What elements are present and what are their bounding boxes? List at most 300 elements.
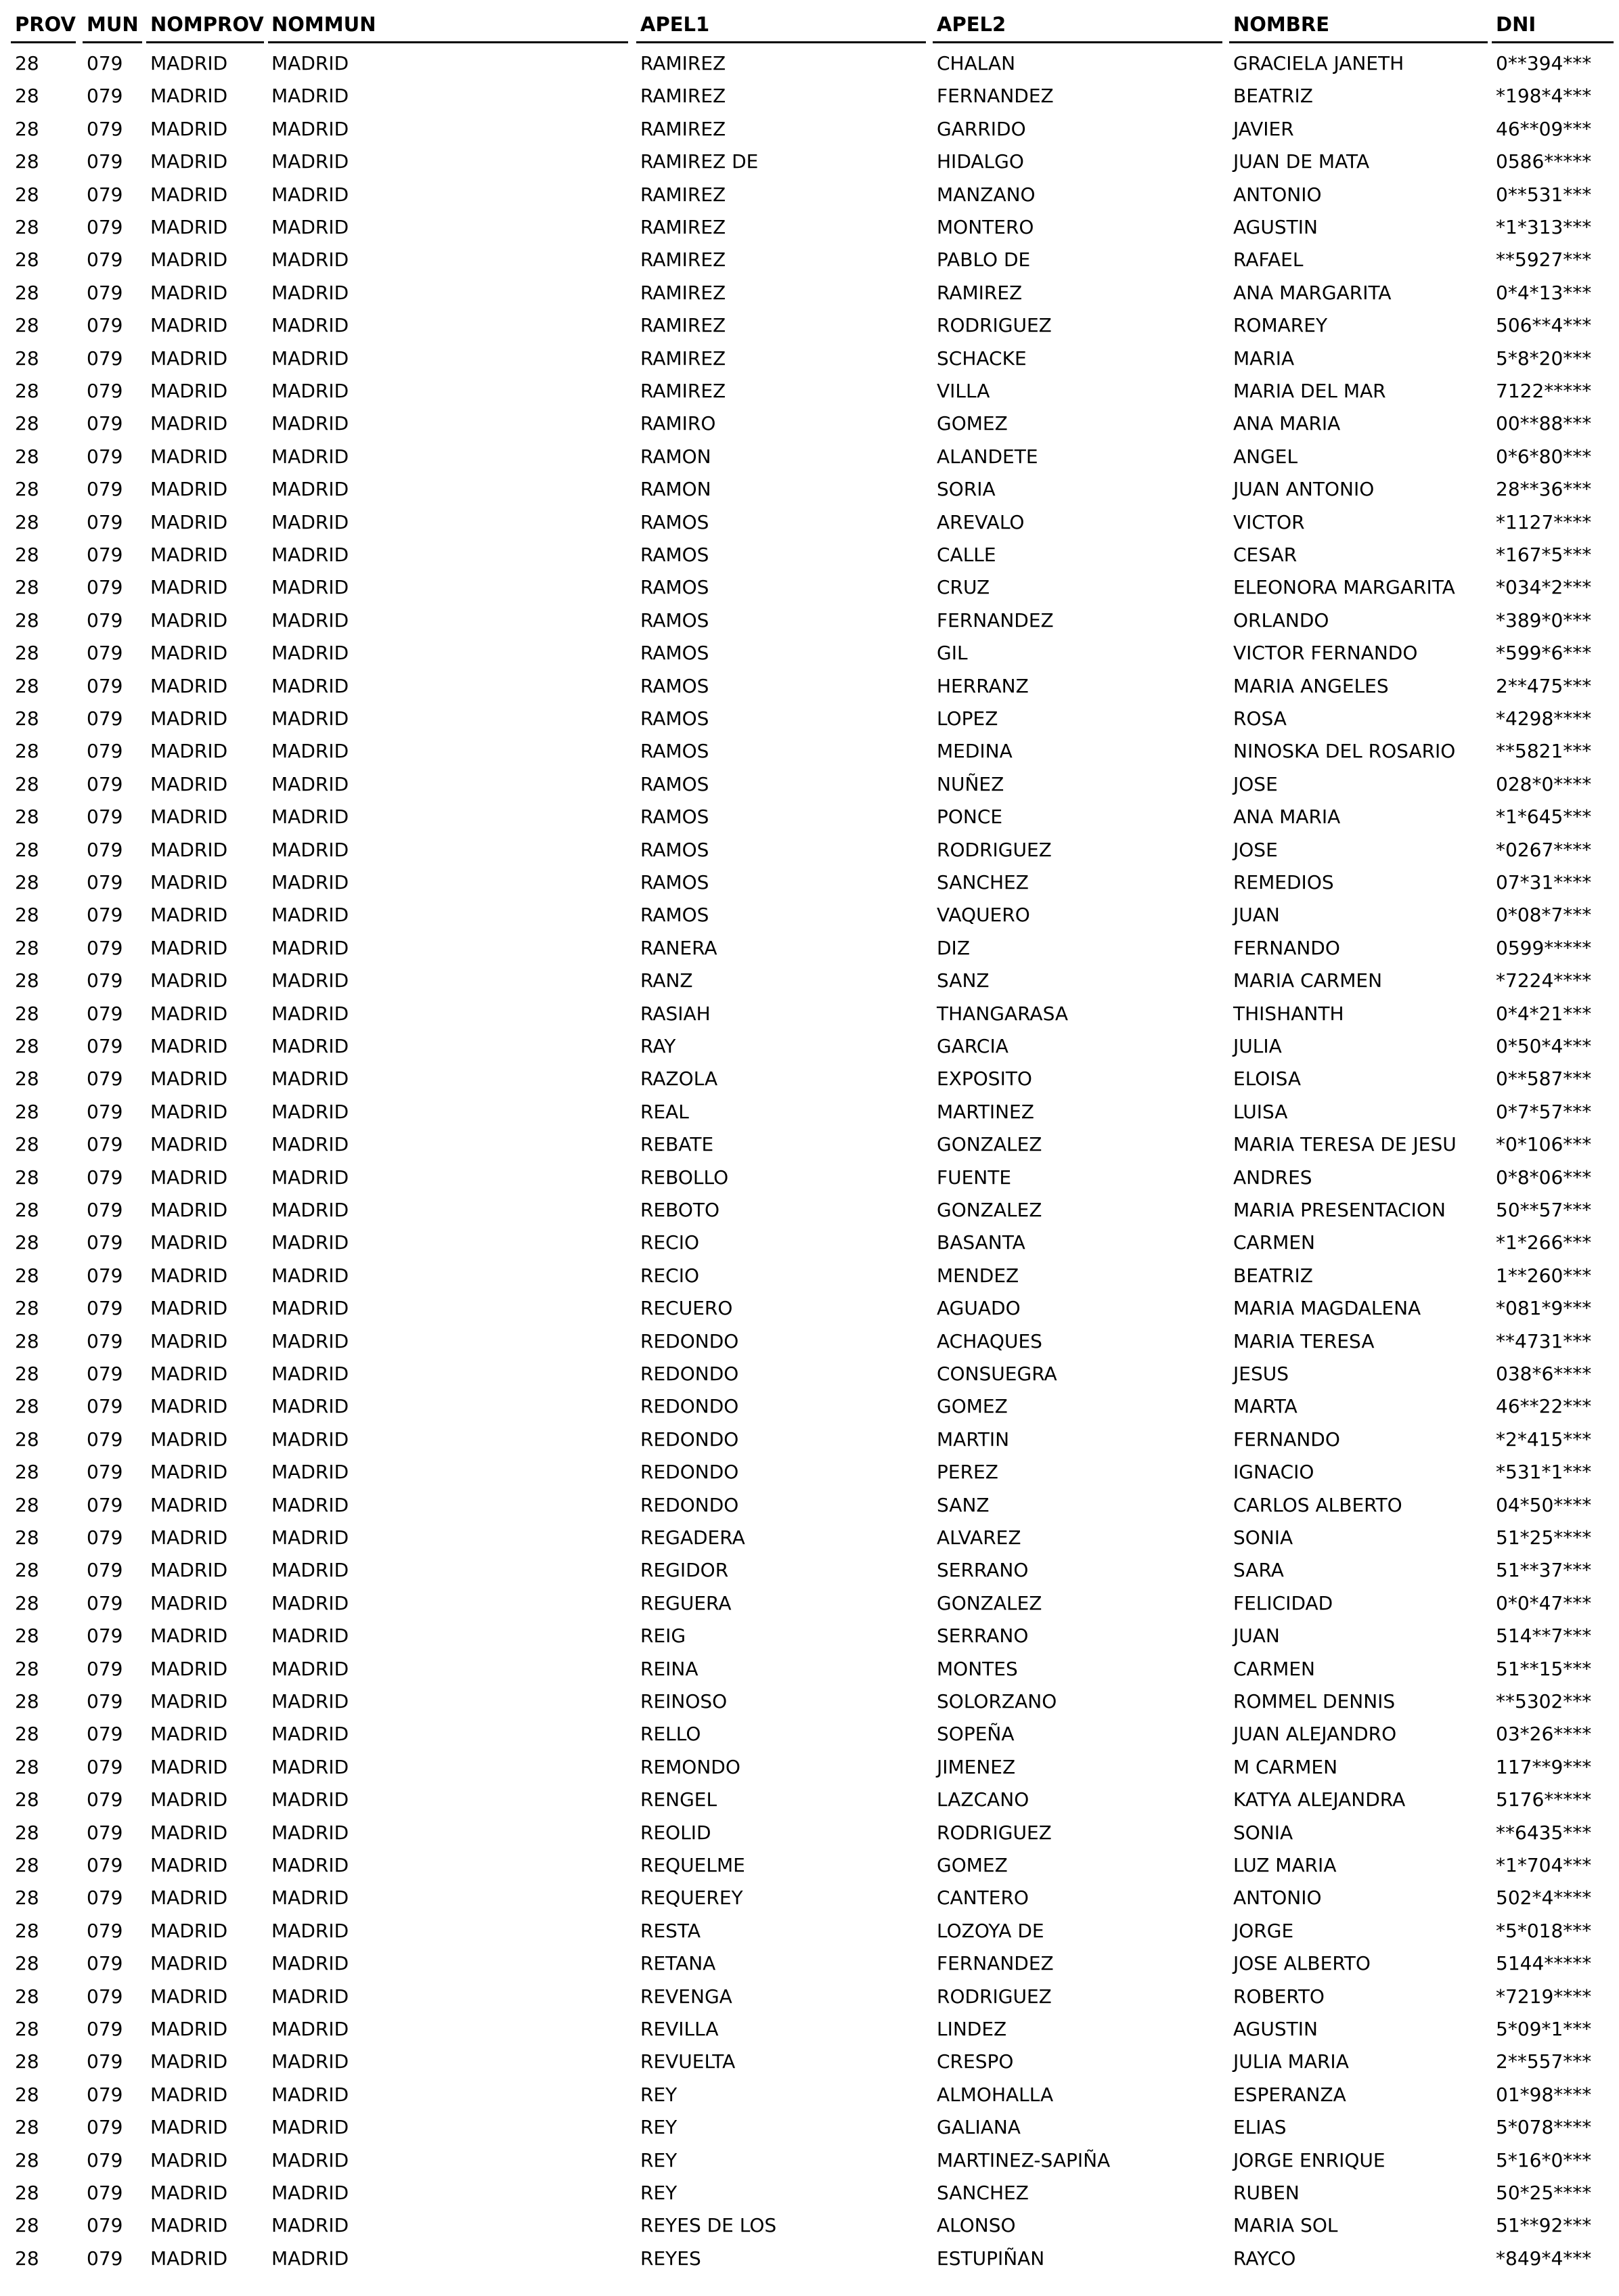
table-row <box>0 1128 1619 1161</box>
cell-apel1: RECUERO <box>640 1297 733 1320</box>
table-row <box>0 375 1619 407</box>
cell-nommun: MADRID <box>271 674 349 697</box>
cell-dni: *034*2*** <box>1496 576 1592 599</box>
table-row <box>0 277 1619 309</box>
cell-prov: 28 <box>15 1297 39 1320</box>
header-dni: DNI <box>1496 13 1536 36</box>
cell-nommun: MADRID <box>271 2182 349 2204</box>
cell-mun: 079 <box>87 2018 123 2040</box>
cell-nombre: CARMEN <box>1233 1231 1315 1254</box>
cell-nombre: FERNANDO <box>1233 936 1340 959</box>
cell-nomprov: MADRID <box>150 1854 228 1876</box>
cell-apel1: RAMIRO <box>640 412 716 435</box>
cell-nomprov: MADRID <box>150 871 228 893</box>
cell-mun: 079 <box>87 1461 123 1484</box>
cell-nombre: GRACIELA JANETH <box>1233 52 1404 74</box>
table-row <box>0 1817 1619 1849</box>
cell-prov: 28 <box>15 838 39 861</box>
cell-nommun: MADRID <box>271 1723 349 1746</box>
cell-mun: 079 <box>87 347 123 370</box>
cell-prov: 28 <box>15 281 39 304</box>
cell-prov: 28 <box>15 380 39 402</box>
table-row <box>0 146 1619 178</box>
cell-prov: 28 <box>15 674 39 697</box>
cell-dni: 5*09*1*** <box>1496 2018 1592 2040</box>
cell-prov: 28 <box>15 1690 39 1713</box>
cell-mun: 079 <box>87 117 123 140</box>
cell-apel1: RAMOS <box>640 772 709 795</box>
table-row <box>0 1030 1619 1063</box>
table-row <box>0 473 1619 506</box>
cell-nommun: MADRID <box>271 117 349 140</box>
cell-nommun: MADRID <box>271 772 349 795</box>
cell-prov: 28 <box>15 2050 39 2073</box>
cell-nommun: MADRID <box>271 1952 349 1975</box>
cell-nommun: MADRID <box>271 85 349 108</box>
header-rule <box>268 41 628 43</box>
cell-apel1: RAMIREZ <box>640 314 726 337</box>
cell-apel1: REAL <box>640 1100 689 1123</box>
cell-nommun: MADRID <box>271 52 349 74</box>
cell-nombre: VICTOR <box>1233 510 1305 533</box>
cell-prov: 28 <box>15 1788 39 1811</box>
cell-mun: 079 <box>87 2214 123 2237</box>
cell-nomprov: MADRID <box>150 1363 228 1385</box>
cell-mun: 079 <box>87 2083 123 2106</box>
cell-nommun: MADRID <box>271 1461 349 1484</box>
cell-mun: 079 <box>87 2116 123 2139</box>
table-row <box>0 407 1619 440</box>
cell-apel2: ALMOHALLA <box>937 2083 1054 2106</box>
cell-nomprov: MADRID <box>150 347 228 370</box>
table-row <box>0 1162 1619 1194</box>
cell-apel1: REDONDO <box>640 1363 739 1385</box>
cell-mun: 079 <box>87 1591 123 1614</box>
cell-nombre: MARIA MAGDALENA <box>1233 1297 1421 1320</box>
cell-nombre: ROMAREY <box>1233 314 1328 337</box>
cell-nombre: ROBERTO <box>1233 1985 1325 2008</box>
cell-nommun: MADRID <box>271 838 349 861</box>
cell-mun: 079 <box>87 1919 123 1942</box>
cell-prov: 28 <box>15 871 39 893</box>
cell-nombre: ORLANDO <box>1233 609 1329 632</box>
cell-nomprov: MADRID <box>150 117 228 140</box>
cell-apel1: REINOSO <box>640 1690 728 1713</box>
cell-prov: 28 <box>15 1428 39 1451</box>
cell-nombre: THISHANTH <box>1233 1002 1344 1025</box>
cell-nommun: MADRID <box>271 281 349 304</box>
cell-mun: 079 <box>87 642 123 665</box>
cell-nommun: MADRID <box>271 150 349 173</box>
table-row <box>0 1587 1619 1620</box>
cell-prov: 28 <box>15 969 39 992</box>
cell-nommun: MADRID <box>271 1886 349 1909</box>
table-row <box>0 965 1619 997</box>
cell-dni: 0599***** <box>1496 936 1592 959</box>
table-row <box>0 1423 1619 1456</box>
cell-apel2: VILLA <box>937 380 990 402</box>
cell-nommun: MADRID <box>271 1297 349 1320</box>
cell-prov: 28 <box>15 314 39 337</box>
cell-mun: 079 <box>87 544 123 566</box>
cell-nombre: JESUS <box>1233 1363 1289 1385</box>
cell-prov: 28 <box>15 510 39 533</box>
cell-nombre: ANA MARIA <box>1233 412 1341 435</box>
cell-prov: 28 <box>15 1526 39 1549</box>
cell-apel2: VAQUERO <box>937 904 1030 927</box>
cell-apel2: CRESPO <box>937 2050 1014 2073</box>
cell-nomprov: MADRID <box>150 1231 228 1254</box>
cell-apel1: RECIO <box>640 1231 699 1254</box>
cell-nomprov: MADRID <box>150 248 228 271</box>
cell-apel1: REYES DE LOS <box>640 2214 777 2237</box>
cell-dni: *1*313*** <box>1496 216 1592 238</box>
cell-apel2: GOMEZ <box>937 1395 1008 1418</box>
cell-nomprov: MADRID <box>150 281 228 304</box>
table-row <box>0 1227 1619 1259</box>
cell-nomprov: MADRID <box>150 85 228 108</box>
cell-prov: 28 <box>15 1952 39 1975</box>
cell-nombre: JULIA MARIA <box>1233 2050 1349 2073</box>
cell-apel2: GONZALEZ <box>937 1133 1042 1156</box>
cell-prov: 28 <box>15 248 39 271</box>
cell-apel1: REIG <box>640 1625 686 1648</box>
cell-nommun: MADRID <box>271 1199 349 1221</box>
cell-prov: 28 <box>15 2148 39 2171</box>
cell-apel1: RAMIREZ <box>640 183 726 206</box>
cell-prov: 28 <box>15 1363 39 1385</box>
cell-prov: 28 <box>15 478 39 501</box>
cell-mun: 079 <box>87 1067 123 1090</box>
cell-nomprov: MADRID <box>150 1133 228 1156</box>
cell-nommun: MADRID <box>271 2050 349 2073</box>
header-prov: PROV <box>15 13 76 36</box>
cell-prov: 28 <box>15 609 39 632</box>
table-row <box>0 1063 1619 1095</box>
cell-apel1: RENGEL <box>640 1788 717 1811</box>
cell-mun: 079 <box>87 576 123 599</box>
header-rule <box>1492 41 1614 43</box>
cell-dni: 0*8*06*** <box>1496 1166 1592 1189</box>
cell-nombre: JUAN ANTONIO <box>1233 478 1375 501</box>
cell-nommun: MADRID <box>271 412 349 435</box>
cell-nomprov: MADRID <box>150 1723 228 1746</box>
cell-apel2: PEREZ <box>937 1461 998 1484</box>
cell-apel1: RAMIREZ <box>640 117 726 140</box>
cell-mun: 079 <box>87 314 123 337</box>
cell-nomprov: MADRID <box>150 1919 228 1942</box>
table-row <box>0 571 1619 604</box>
cell-prov: 28 <box>15 2116 39 2139</box>
cell-nombre: BEATRIZ <box>1233 85 1313 108</box>
cell-nomprov: MADRID <box>150 1755 228 1778</box>
cell-apel1: RAMIREZ <box>640 216 726 238</box>
table-row <box>0 1260 1619 1292</box>
cell-nommun: MADRID <box>271 2018 349 2040</box>
cell-apel1: REY <box>640 2182 678 2204</box>
cell-apel2: BASANTA <box>937 1231 1025 1254</box>
table-row <box>0 1915 1619 1947</box>
cell-apel1: REDONDO <box>640 1461 739 1484</box>
cell-dni: 28**36*** <box>1496 478 1592 501</box>
table-row <box>0 2243 1619 2275</box>
cell-apel1: RAMOS <box>640 740 709 763</box>
cell-nombre: AGUSTIN <box>1233 2018 1318 2040</box>
cell-apel1: RANERA <box>640 936 717 959</box>
cell-nombre: MARIA TERESA DE JESU <box>1233 1133 1457 1156</box>
cell-nommun: MADRID <box>271 1690 349 1713</box>
cell-mun: 079 <box>87 1264 123 1287</box>
cell-apel2: RODRIGUEZ <box>937 1985 1052 2008</box>
cell-apel1: REDONDO <box>640 1428 739 1451</box>
cell-nombre: RAYCO <box>1233 2247 1296 2270</box>
cell-apel1: REBOLLO <box>640 1166 729 1189</box>
cell-nomprov: MADRID <box>150 805 228 829</box>
table-row <box>0 1358 1619 1390</box>
cell-nommun: MADRID <box>271 248 349 271</box>
cell-mun: 079 <box>87 1559 123 1582</box>
cell-mun: 079 <box>87 85 123 108</box>
cell-nomprov: MADRID <box>150 936 228 959</box>
cell-nommun: MADRID <box>271 1363 349 1385</box>
cell-apel1: RAY <box>640 1035 676 1057</box>
cell-nomprov: MADRID <box>150 2018 228 2040</box>
cell-apel2: SANCHEZ <box>937 871 1029 893</box>
cell-nommun: MADRID <box>271 609 349 632</box>
cell-nommun: MADRID <box>271 936 349 959</box>
cell-nomprov: MADRID <box>150 314 228 337</box>
cell-nommun: MADRID <box>271 1100 349 1123</box>
cell-apel2: ALANDETE <box>937 445 1038 468</box>
cell-dni: *7224**** <box>1496 969 1592 992</box>
cell-apel2: GONZALEZ <box>937 1591 1042 1614</box>
header-rule <box>1229 41 1488 43</box>
cell-apel2: CONSUEGRA <box>937 1363 1057 1385</box>
cell-dni: 502*4**** <box>1496 1886 1592 1909</box>
cell-dni: **5927*** <box>1496 248 1592 271</box>
cell-dni: *849*4*** <box>1496 2247 1592 2270</box>
cell-nomprov: MADRID <box>150 969 228 992</box>
table-row <box>0 1522 1619 1554</box>
table-row <box>0 801 1619 833</box>
table-row <box>0 441 1619 473</box>
cell-prov: 28 <box>15 1264 39 1287</box>
cell-dni: 2**557*** <box>1496 2050 1592 2073</box>
cell-dni: 46**22*** <box>1496 1395 1592 1418</box>
cell-apel2: HERRANZ <box>937 674 1029 697</box>
cell-prov: 28 <box>15 85 39 108</box>
cell-apel2: SOPEÑA <box>937 1723 1015 1746</box>
table-row <box>0 343 1619 375</box>
cell-nomprov: MADRID <box>150 52 228 74</box>
cell-apel1: REBATE <box>640 1133 714 1156</box>
cell-mun: 079 <box>87 380 123 402</box>
cell-nommun: MADRID <box>271 1002 349 1025</box>
cell-apel1: REGIDOR <box>640 1559 729 1582</box>
cell-apel1: RAMOS <box>640 674 709 697</box>
cell-apel2: SOLORZANO <box>937 1690 1057 1713</box>
table-row <box>0 1751 1619 1784</box>
cell-apel2: HIDALGO <box>937 150 1024 173</box>
cell-nomprov: MADRID <box>150 510 228 533</box>
cell-mun: 079 <box>87 2182 123 2204</box>
cell-mun: 079 <box>87 2247 123 2270</box>
cell-apel2: LINDEZ <box>937 2018 1007 2040</box>
cell-apel2: CRUZ <box>937 576 990 599</box>
cell-dni: 506**4*** <box>1496 314 1592 337</box>
cell-nomprov: MADRID <box>150 1985 228 2008</box>
cell-nomprov: MADRID <box>150 642 228 665</box>
cell-nomprov: MADRID <box>150 2182 228 2204</box>
cell-apel2: GARCIA <box>937 1035 1008 1057</box>
cell-mun: 079 <box>87 904 123 927</box>
cell-nombre: ROMMEL DENNIS <box>1233 1690 1396 1713</box>
cell-nomprov: MADRID <box>150 1461 228 1484</box>
cell-apel1: RAMIREZ <box>640 347 726 370</box>
cell-mun: 079 <box>87 1395 123 1418</box>
cell-nommun: MADRID <box>271 1264 349 1287</box>
cell-apel1: RAMIREZ <box>640 380 726 402</box>
cell-nomprov: MADRID <box>150 183 228 206</box>
cell-nommun: MADRID <box>271 1985 349 2008</box>
cell-nomprov: MADRID <box>150 1886 228 1909</box>
cell-prov: 28 <box>15 347 39 370</box>
cell-nomprov: MADRID <box>150 2247 228 2270</box>
cell-prov: 28 <box>15 1133 39 1156</box>
cell-dni: 0*50*4*** <box>1496 1035 1592 1057</box>
cell-nommun: MADRID <box>271 1821 349 1844</box>
cell-dni: 0**531*** <box>1496 183 1592 206</box>
cell-nommun: MADRID <box>271 904 349 927</box>
cell-apel1: REGUERA <box>640 1591 732 1614</box>
cell-nombre: MARIA <box>1233 347 1295 370</box>
cell-prov: 28 <box>15 2083 39 2106</box>
cell-apel2: LOZOYA DE <box>937 1919 1044 1942</box>
cell-apel1: RAMIREZ <box>640 248 726 271</box>
cell-nomprov: MADRID <box>150 1559 228 1582</box>
cell-mun: 079 <box>87 1526 123 1549</box>
cell-apel1: RAMOS <box>640 871 709 893</box>
cell-apel1: RAMOS <box>640 544 709 566</box>
cell-nombre: ELIAS <box>1233 2116 1287 2139</box>
cell-mun: 079 <box>87 1690 123 1713</box>
cell-nombre: JOSE <box>1233 838 1278 861</box>
table-row <box>0 1784 1619 1816</box>
cell-apel2: CHALAN <box>937 52 1016 74</box>
cell-mun: 079 <box>87 281 123 304</box>
cell-apel2: GONZALEZ <box>937 1199 1042 1221</box>
cell-apel2: ALONSO <box>937 2214 1016 2237</box>
cell-mun: 079 <box>87 1985 123 2008</box>
cell-apel1: RAMOS <box>640 838 709 861</box>
cell-apel2: MONTERO <box>937 216 1034 238</box>
cell-dni: *198*4*** <box>1496 85 1592 108</box>
cell-nommun: MADRID <box>271 1395 349 1418</box>
cell-mun: 079 <box>87 772 123 795</box>
table-row <box>0 1718 1619 1750</box>
cell-nombre: ANDRES <box>1233 1166 1312 1189</box>
table-row <box>0 1981 1619 2013</box>
cell-prov: 28 <box>15 1067 39 1090</box>
cell-nommun: MADRID <box>271 740 349 763</box>
table-row <box>0 47 1619 80</box>
cell-prov: 28 <box>15 576 39 599</box>
cell-apel2: JIMENEZ <box>937 1755 1016 1778</box>
table-row <box>0 309 1619 342</box>
cell-nombre: CARLOS ALBERTO <box>1233 1493 1402 1516</box>
header-rule <box>11 41 76 43</box>
cell-mun: 079 <box>87 936 123 959</box>
cell-nomprov: MADRID <box>150 412 228 435</box>
cell-nommun: MADRID <box>271 1067 349 1090</box>
cell-mun: 079 <box>87 838 123 861</box>
cell-apel2: LOPEZ <box>937 707 998 730</box>
table-row <box>0 1882 1619 1914</box>
cell-dni: 0*0*47*** <box>1496 1591 1592 1614</box>
cell-apel2: MEDINA <box>937 740 1013 763</box>
cell-nommun: MADRID <box>271 380 349 402</box>
cell-nomprov: MADRID <box>150 380 228 402</box>
cell-dni: 5*8*20*** <box>1496 347 1592 370</box>
cell-nombre: MARIA PRESENTACION <box>1233 1199 1446 1221</box>
cell-nombre: ESPERANZA <box>1233 2083 1346 2106</box>
cell-prov: 28 <box>15 1035 39 1057</box>
cell-nomprov: MADRID <box>150 1690 228 1713</box>
cell-nommun: MADRID <box>271 1493 349 1516</box>
table-row <box>0 1096 1619 1128</box>
cell-nomprov: MADRID <box>150 544 228 566</box>
cell-mun: 079 <box>87 150 123 173</box>
cell-dni: 50*25**** <box>1496 2182 1592 2204</box>
cell-apel2: SERRANO <box>937 1625 1029 1648</box>
cell-apel2: AGUADO <box>937 1297 1021 1320</box>
table-row <box>0 506 1619 539</box>
cell-nommun: MADRID <box>271 1133 349 1156</box>
cell-dni: *531*1*** <box>1496 1461 1592 1484</box>
cell-nombre: ANTONIO <box>1233 183 1322 206</box>
cell-nomprov: MADRID <box>150 609 228 632</box>
cell-prov: 28 <box>15 1919 39 1942</box>
cell-prov: 28 <box>15 642 39 665</box>
cell-nomprov: MADRID <box>150 1264 228 1287</box>
table-row <box>0 735 1619 768</box>
cell-mun: 079 <box>87 52 123 74</box>
cell-mun: 079 <box>87 1755 123 1778</box>
cell-apel1: RAMIREZ DE <box>640 150 759 173</box>
cell-apel1: REINA <box>640 1657 698 1680</box>
cell-mun: 079 <box>87 1166 123 1189</box>
table-row <box>0 604 1619 637</box>
cell-prov: 28 <box>15 1493 39 1516</box>
cell-nommun: MADRID <box>271 2247 349 2270</box>
cell-dni: 51**15*** <box>1496 1657 1592 1680</box>
header-rule <box>933 41 1222 43</box>
cell-mun: 079 <box>87 248 123 271</box>
cell-nombre: REMEDIOS <box>1233 871 1334 893</box>
cell-nomprov: MADRID <box>150 1329 228 1352</box>
table-row <box>0 2046 1619 2078</box>
cell-mun: 079 <box>87 871 123 893</box>
cell-apel2: RAMIREZ <box>937 281 1023 304</box>
cell-nombre: KATYA ALEJANDRA <box>1233 1788 1406 1811</box>
cell-mun: 079 <box>87 1952 123 1975</box>
cell-prov: 28 <box>15 772 39 795</box>
cell-mun: 079 <box>87 183 123 206</box>
cell-mun: 079 <box>87 1133 123 1156</box>
cell-dni: 07*31**** <box>1496 871 1592 893</box>
cell-apel1: REVILLA <box>640 2018 719 2040</box>
cell-nomprov: MADRID <box>150 1493 228 1516</box>
